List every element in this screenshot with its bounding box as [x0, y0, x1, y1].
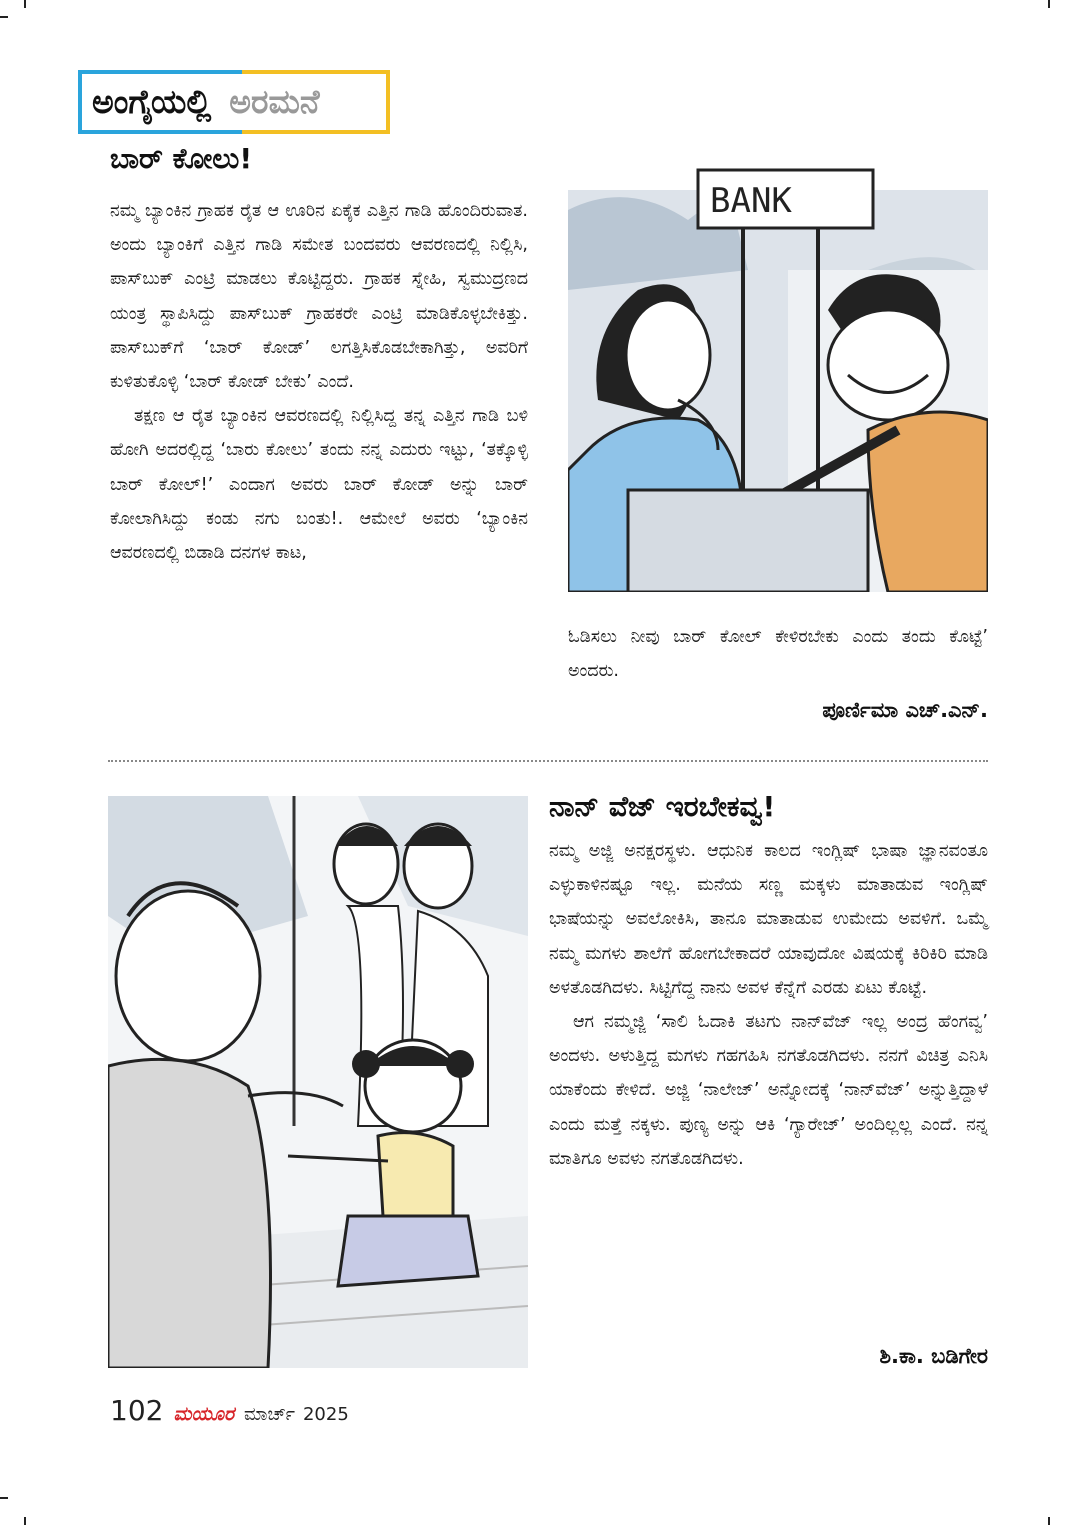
- story2-body: [549, 834, 988, 1176]
- story1-body-left: [110, 194, 528, 570]
- crop-mark: [1048, 1517, 1050, 1525]
- magazine-name: ಮಯೂರ: [173, 1403, 235, 1425]
- story1-paragraph: ನಮ್ಮ ಬ್ಯಾಂಕಿನ ಗ್ರಾಹಕ ರೈತ ಆ ಊರಿನ ಏಕೈಕ ಎತ್ತಿನ ಗಾಡಿ ಹೊಂದಿರುವಾತ. ಅಂದು ಬ್ಯಾಂಕಿಗೆ ಎತ್ತಿನ ಗಾಡಿ ಸಮೇತ ಬಂದವರು ಆವರಣದಲ್ಲಿ ನಿಲ್ಲಿಸಿ, ಪಾಸ್‌ಬುಕ್ ಎಂಟ್ರಿ ಮಾಡಲು ಕೊಟ್ಟಿದ್ದರು. ಗ್ರಾಹಕ ಸ್ನೇಹಿ, ಸ್ವಮುದ್ರಣದ ಯಂತ್ರ ಸ್ಥಾಪಿಸಿದ್ದು ಪಾಸ್‌ಬುಕ್ ಗ್ರಾಹಕರೇ ಎಂಟ್ರಿ ಮಾಡಿಕೊಳ್ಳಬೇಕಿತ್ತು. ಪಾಸ್‌ಬುಕ್‌ಗೆ ‘ಬಾರ್ ಕೋಡ್’ ಲಗತ್ತಿಸಿಕೊಡಬೇಕಾಗಿತ್ತು, ಅವರಿಗೆ ಕುಳಿತುಕೊಳ್ಳಿ ‘ಬಾರ್ ಕೋಡ್ ಬೇಕು’ ಎಂದೆ.: [110, 201, 528, 393]
- issue-month: ಮಾರ್ಚ್: [244, 1404, 295, 1425]
- section-header: [78, 70, 386, 134]
- page-number: 102: [110, 1394, 164, 1427]
- crop-mark: [24, 1517, 26, 1525]
- story2-paragraph: ಆಗ ನಮ್ಮಜ್ಜಿ ‘ಸಾಲಿ ಓದಾಕಿ ತಟಗು ನಾನ್‌ವೆಜ್ ಇಲ್ಲ ಅಂದ್ರ ಹೆಂಗವ್ವ’ ಅಂದಳು. ಅಳುತ್ತಿದ್ದ ಮಗಳು ಗಹಗಹಿಸಿ ನಗತೊಡಗಿದಳು. ನನಗೆ ವಿಚಿತ್ರ ಎನಿಸಿ ಯಾಕೆಂದು ಕೇಳಿದೆ. ಅಜ್ಜಿ ‘ನಾಲೇಜ್’ ಅನ್ನೋದಕ್ಕೆ ‘ನಾನ್‌ವೆಜ್’ ಅನ್ನುತ್ತಿದ್ದಾಳೆ ಎಂದು ಮತ್ತೆ ನಕ್ಕಳು. ಪುಣ್ಯ ಅನ್ನು ಆಕಿ ‘ಗ್ಯಾರೇಜ್’ ಅಂದಿಲ್ಲಲ್ಲ ಎಂದೆ. ನನ್ನ ಮಾತಿಗೂ ಅವಳು ನಗತೊಡಗಿದಳು.: [549, 1012, 988, 1169]
- bank-cartoon-illustration: [568, 150, 988, 592]
- story1-body-right: [568, 620, 988, 688]
- page-footer: [110, 1394, 349, 1427]
- story1-title: ಬಾರ್ ಕೋಲು!: [110, 142, 253, 175]
- story2-paragraph: ನಮ್ಮ ಅಜ್ಜಿ ಅನಕ್ಷರಸ್ಥಳು. ಆಧುನಿಕ ಕಾಲದ ಇಂಗ್ಲಿಷ್ ಭಾಷಾ ಜ್ಞಾನವಂತೂ ಎಳ್ಳುಕಾಳಿನಷ್ಟೂ ಇಲ್ಲ. ಮನೆಯ ಸಣ್ಣ ಮಕ್ಕಳು ಮಾತಾಡುವ ಇಂಗ್ಲಿಷ್ ಭಾಷೆಯನ್ನು ಅವಲೋಕಿಸಿ, ತಾನೂ ಮಾತಾಡುವ ಉಮೇದು ಅವಳಿಗೆ. ಒಮ್ಮೆ ನಮ್ಮ ಮಗಳು ಶಾಲೆಗೆ ಹೋಗಬೇಕಾದರೆ ಯಾವುದೋ ವಿಷಯಕ್ಕೆ ಕಿರಿಕಿರಿ ಮಾಡಿ ಅಳತೊಡಗಿದಳು. ಸಿಟ್ಟಿಗೆದ್ದ ನಾನು ಅವಳ ಕೆನ್ನೆಗೆ ಎರಡು ಏಟು ಕೊಟ್ಟೆ.: [549, 841, 988, 998]
- crop-mark: [1048, 0, 1050, 8]
- story-divider: [108, 760, 988, 762]
- crop-mark: [0, 1497, 8, 1499]
- grandmother-cartoon-drawing: [108, 796, 528, 1368]
- issue-year: 2025: [302, 1404, 349, 1425]
- header-title-part1: ಅಂಗೈಯಲ್ಲಿ: [92, 82, 212, 121]
- bank-cartoon-drawing: [568, 150, 988, 592]
- bank-sign-text: BANK: [710, 181, 792, 221]
- story2-title: ನಾನ್ ವೆಜ್ ಇರಬೇಕವ್ವ!: [549, 790, 776, 823]
- header-yellow-border: [242, 70, 390, 134]
- story2-author: ಶಿ.ಕಾ. ಬಡಿಗೇರ: [879, 1344, 988, 1368]
- story1-author: ಪೂರ್ಣಿಮಾ ಎಚ್.ಎನ್.: [822, 698, 988, 722]
- header-title-part2: ಅರಮನೆ: [229, 82, 320, 121]
- story1-paragraph-continued: ಓಡಿಸಲು ನೀವು ಬಾರ್ ಕೋಲ್ ಕೇಳಿರಬೇಕು ಎಂದು ತಂದು ಕೊಟ್ಟೆ’ ಅಂದರು.: [568, 627, 988, 682]
- grandmother-cartoon-illustration: [108, 796, 528, 1368]
- crop-mark: [0, 16, 8, 18]
- story1-paragraph: ತಕ್ಷಣ ಆ ರೈತ ಬ್ಯಾಂಕಿನ ಆವರಣದಲ್ಲಿ ನಿಲ್ಲಿಸಿದ್ದ ತನ್ನ ಎತ್ತಿನ ಗಾಡಿ ಬಳಿ ಹೋಗಿ ಅದರಲ್ಲಿದ್ದ ‘ಬಾರು ಕೋಲು’ ತಂದು ನನ್ನ ಎದುರು ಇಟ್ಟು, ‘ತಕ್ಕೊಳ್ಳಿ ಬಾರ್ ಕೋಲ್!’ ಎಂದಾಗ ಅವರು ಬಾರ್ ಕೋಡ್ ಅನ್ನು ಬಾರ್ ಕೋಲಾಗಿಸಿದ್ದು ಕಂಡು ನಗು ಬಂತು!. ಆಮೇಲೆ ಅವರು ‘ಬ್ಯಾಂಕಿನ ಆವರಣದಲ್ಲಿ ಬಿಡಾಡಿ ದನಗಳ ಕಾಟ,: [110, 406, 528, 564]
- crop-mark: [24, 0, 26, 8]
